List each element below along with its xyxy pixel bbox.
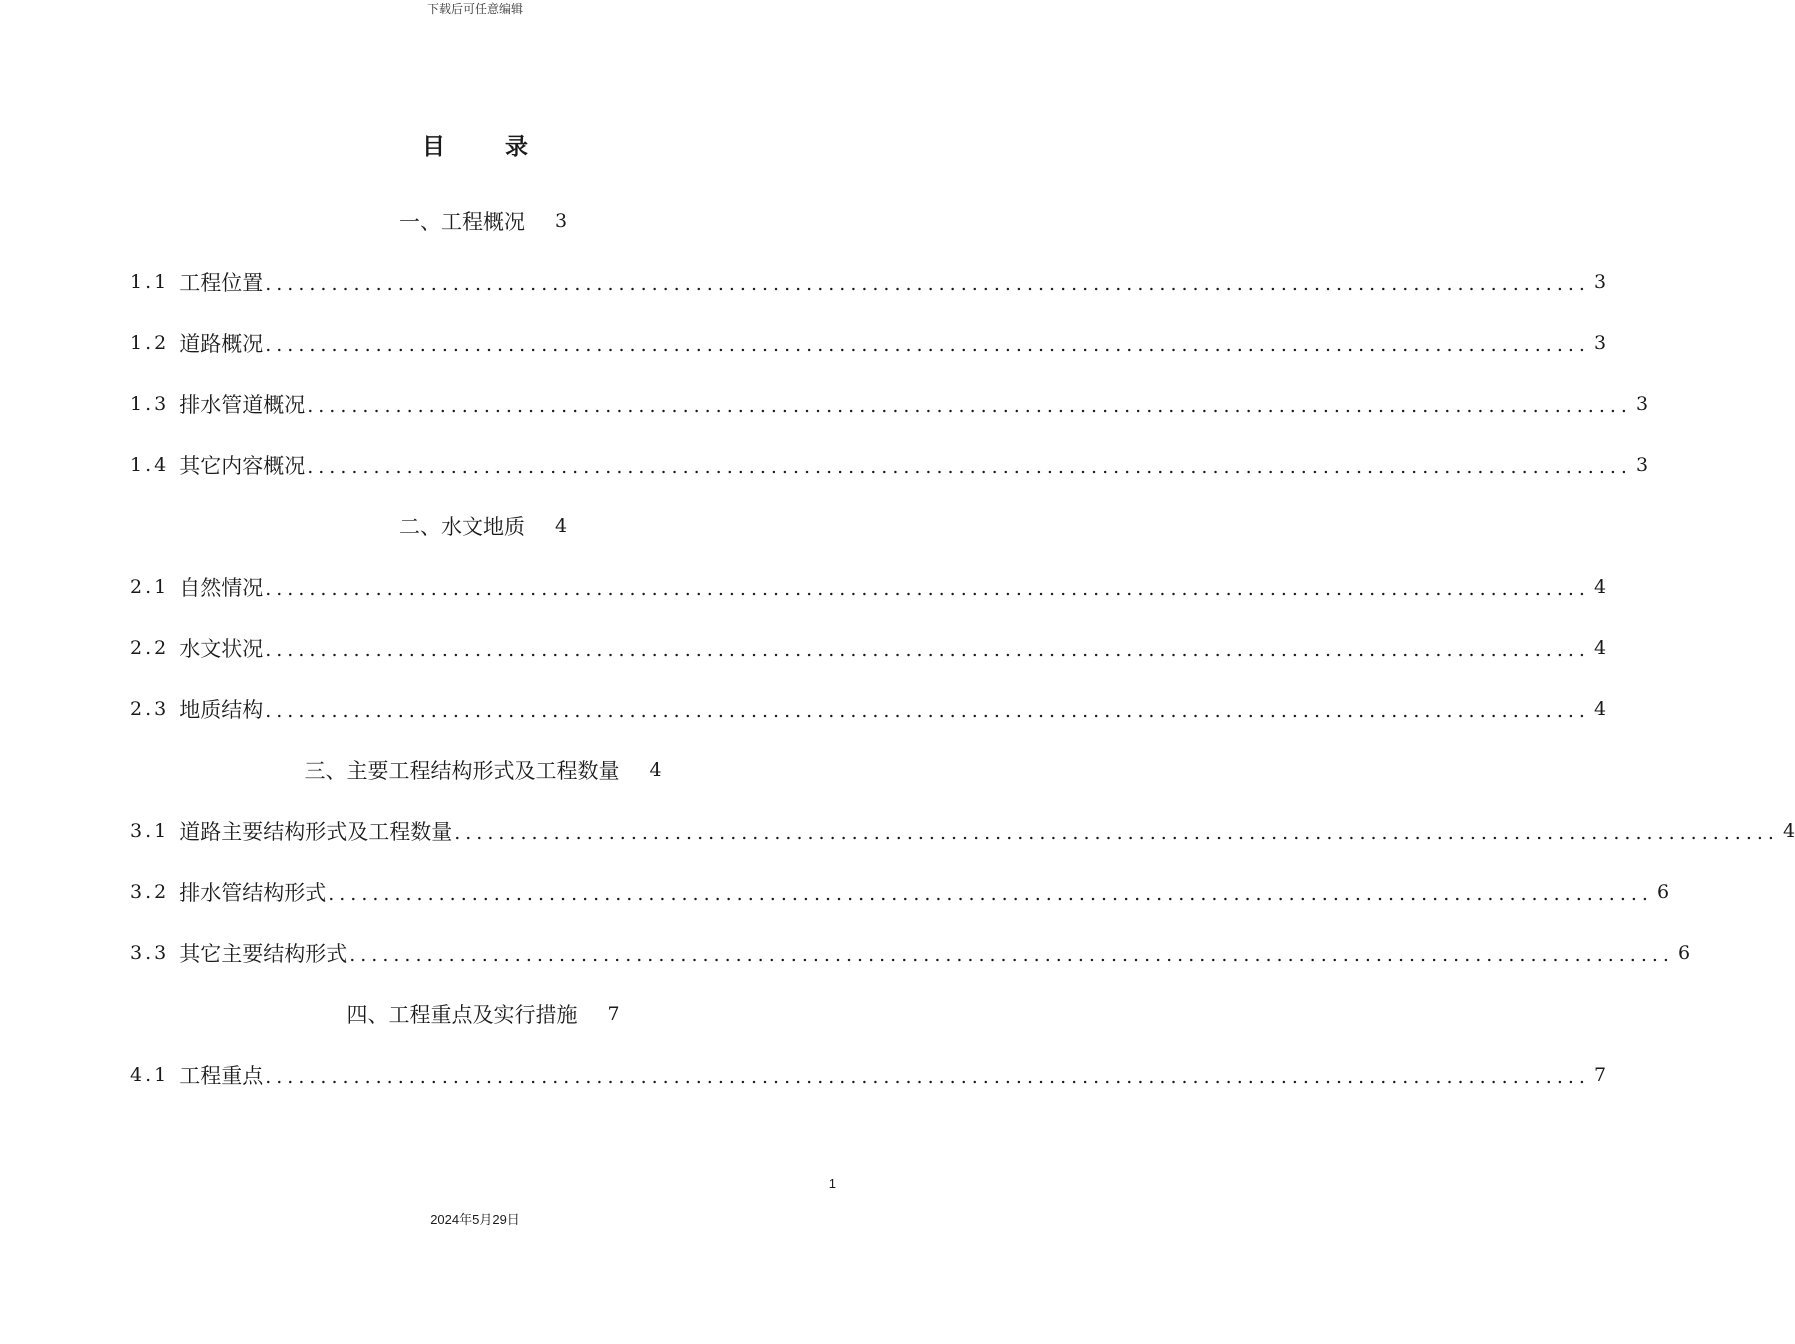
entry-page-number: 7 [1593, 1064, 1607, 1086]
table-of-contents [130, 198, 1795, 1113]
toc-section-heading[interactable] [130, 198, 836, 244]
toc-entry[interactable] [130, 564, 1607, 610]
entry-page-number: 3 [1635, 393, 1649, 415]
entry-number: 3.2 [130, 881, 170, 903]
section-title: 四、工程重点及实行措施 [346, 1003, 578, 1027]
entry-page-number: 6 [1677, 942, 1691, 964]
toc-section-heading[interactable] [130, 991, 836, 1037]
entry-title: 排水管道概况 [179, 393, 306, 417]
entry-title: 水文状况 [179, 637, 264, 661]
section-title: 三、主要工程结构形式及工程数量 [304, 759, 620, 783]
entry-number: 1.2 [130, 332, 170, 354]
entry-number: 3.3 [130, 942, 170, 964]
entry-title: 其它内容概况 [179, 454, 306, 478]
toc-entry[interactable] [130, 320, 1607, 366]
entry-number: 1.4 [130, 454, 170, 476]
section-page-number: 7 [607, 1003, 620, 1025]
section-title: 一、工程概况 [398, 210, 525, 234]
entry-number: 2.3 [130, 698, 170, 720]
entry-number: 2.2 [130, 637, 170, 659]
dot-leader: ........................................................................................................................ [265, 578, 1590, 600]
section-page-number: 4 [649, 759, 662, 781]
page-number: 1 [828, 1176, 836, 1191]
entry-number: 1.1 [130, 271, 170, 293]
toc-entry[interactable] [130, 808, 1795, 854]
dot-leader: ........................................................................................................................ [265, 334, 1590, 356]
toc-section-heading[interactable] [130, 503, 836, 549]
entry-title: 排水管结构形式 [179, 881, 327, 905]
toc-entry[interactable] [130, 381, 1649, 427]
toc-entry[interactable] [130, 442, 1649, 488]
dot-leader: ........................................................................................................................ [454, 822, 1779, 844]
dot-leader: ........................................................................................................................ [328, 883, 1653, 905]
entry-page-number: 4 [1593, 576, 1607, 598]
entry-title: 工程重点 [179, 1064, 264, 1088]
entry-page-number: 6 [1656, 881, 1670, 903]
header-note: 下载后可任意编辑 [426, 2, 523, 16]
toc-entry[interactable] [130, 686, 1607, 732]
entry-number: 4.1 [130, 1064, 170, 1086]
toc-section-heading[interactable] [130, 747, 836, 793]
dot-leader: ........................................................................................................................ [307, 395, 1632, 417]
footer-date: 2024年5月29日 [430, 1212, 520, 1227]
toc-entry[interactable] [130, 930, 1691, 976]
entry-page-number: 4 [1593, 698, 1607, 720]
section-page-number: 3 [554, 210, 568, 232]
entry-title: 工程位置 [179, 271, 264, 295]
entry-page-number: 3 [1635, 454, 1649, 476]
dot-leader: ........................................................................................................................ [307, 456, 1632, 478]
toc-entry[interactable] [130, 625, 1607, 671]
entry-title: 地质结构 [179, 698, 264, 722]
toc-entry[interactable] [130, 1052, 1607, 1098]
entry-page-number: 4 [1782, 820, 1795, 842]
dot-leader: ........................................................................................................................ [265, 700, 1590, 722]
entry-page-number: 4 [1593, 637, 1607, 659]
toc-entry[interactable] [130, 259, 1607, 305]
toc-entry[interactable] [130, 869, 1670, 915]
section-page-number: 4 [554, 515, 568, 537]
entry-page-number: 3 [1593, 332, 1607, 354]
dot-leader: ........................................................................................................................ [265, 639, 1590, 661]
dot-leader: ........................................................................................................................ [349, 944, 1674, 966]
entry-title: 道路概况 [179, 332, 264, 356]
entry-number: 2.1 [130, 576, 170, 598]
entry-number: 3.1 [130, 820, 170, 842]
dot-leader: ........................................................................................................................ [265, 273, 1590, 295]
entry-page-number: 3 [1593, 271, 1607, 293]
entry-number: 1.3 [130, 393, 170, 415]
toc-title: 目 录 [421, 134, 554, 160]
dot-leader: ........................................................................................................................ [265, 1066, 1590, 1088]
entry-title: 自然情况 [179, 576, 264, 600]
entry-title: 道路主要结构形式及工程数量 [179, 820, 453, 844]
section-title: 二、水文地质 [398, 515, 525, 539]
entry-title: 其它主要结构形式 [179, 942, 348, 966]
